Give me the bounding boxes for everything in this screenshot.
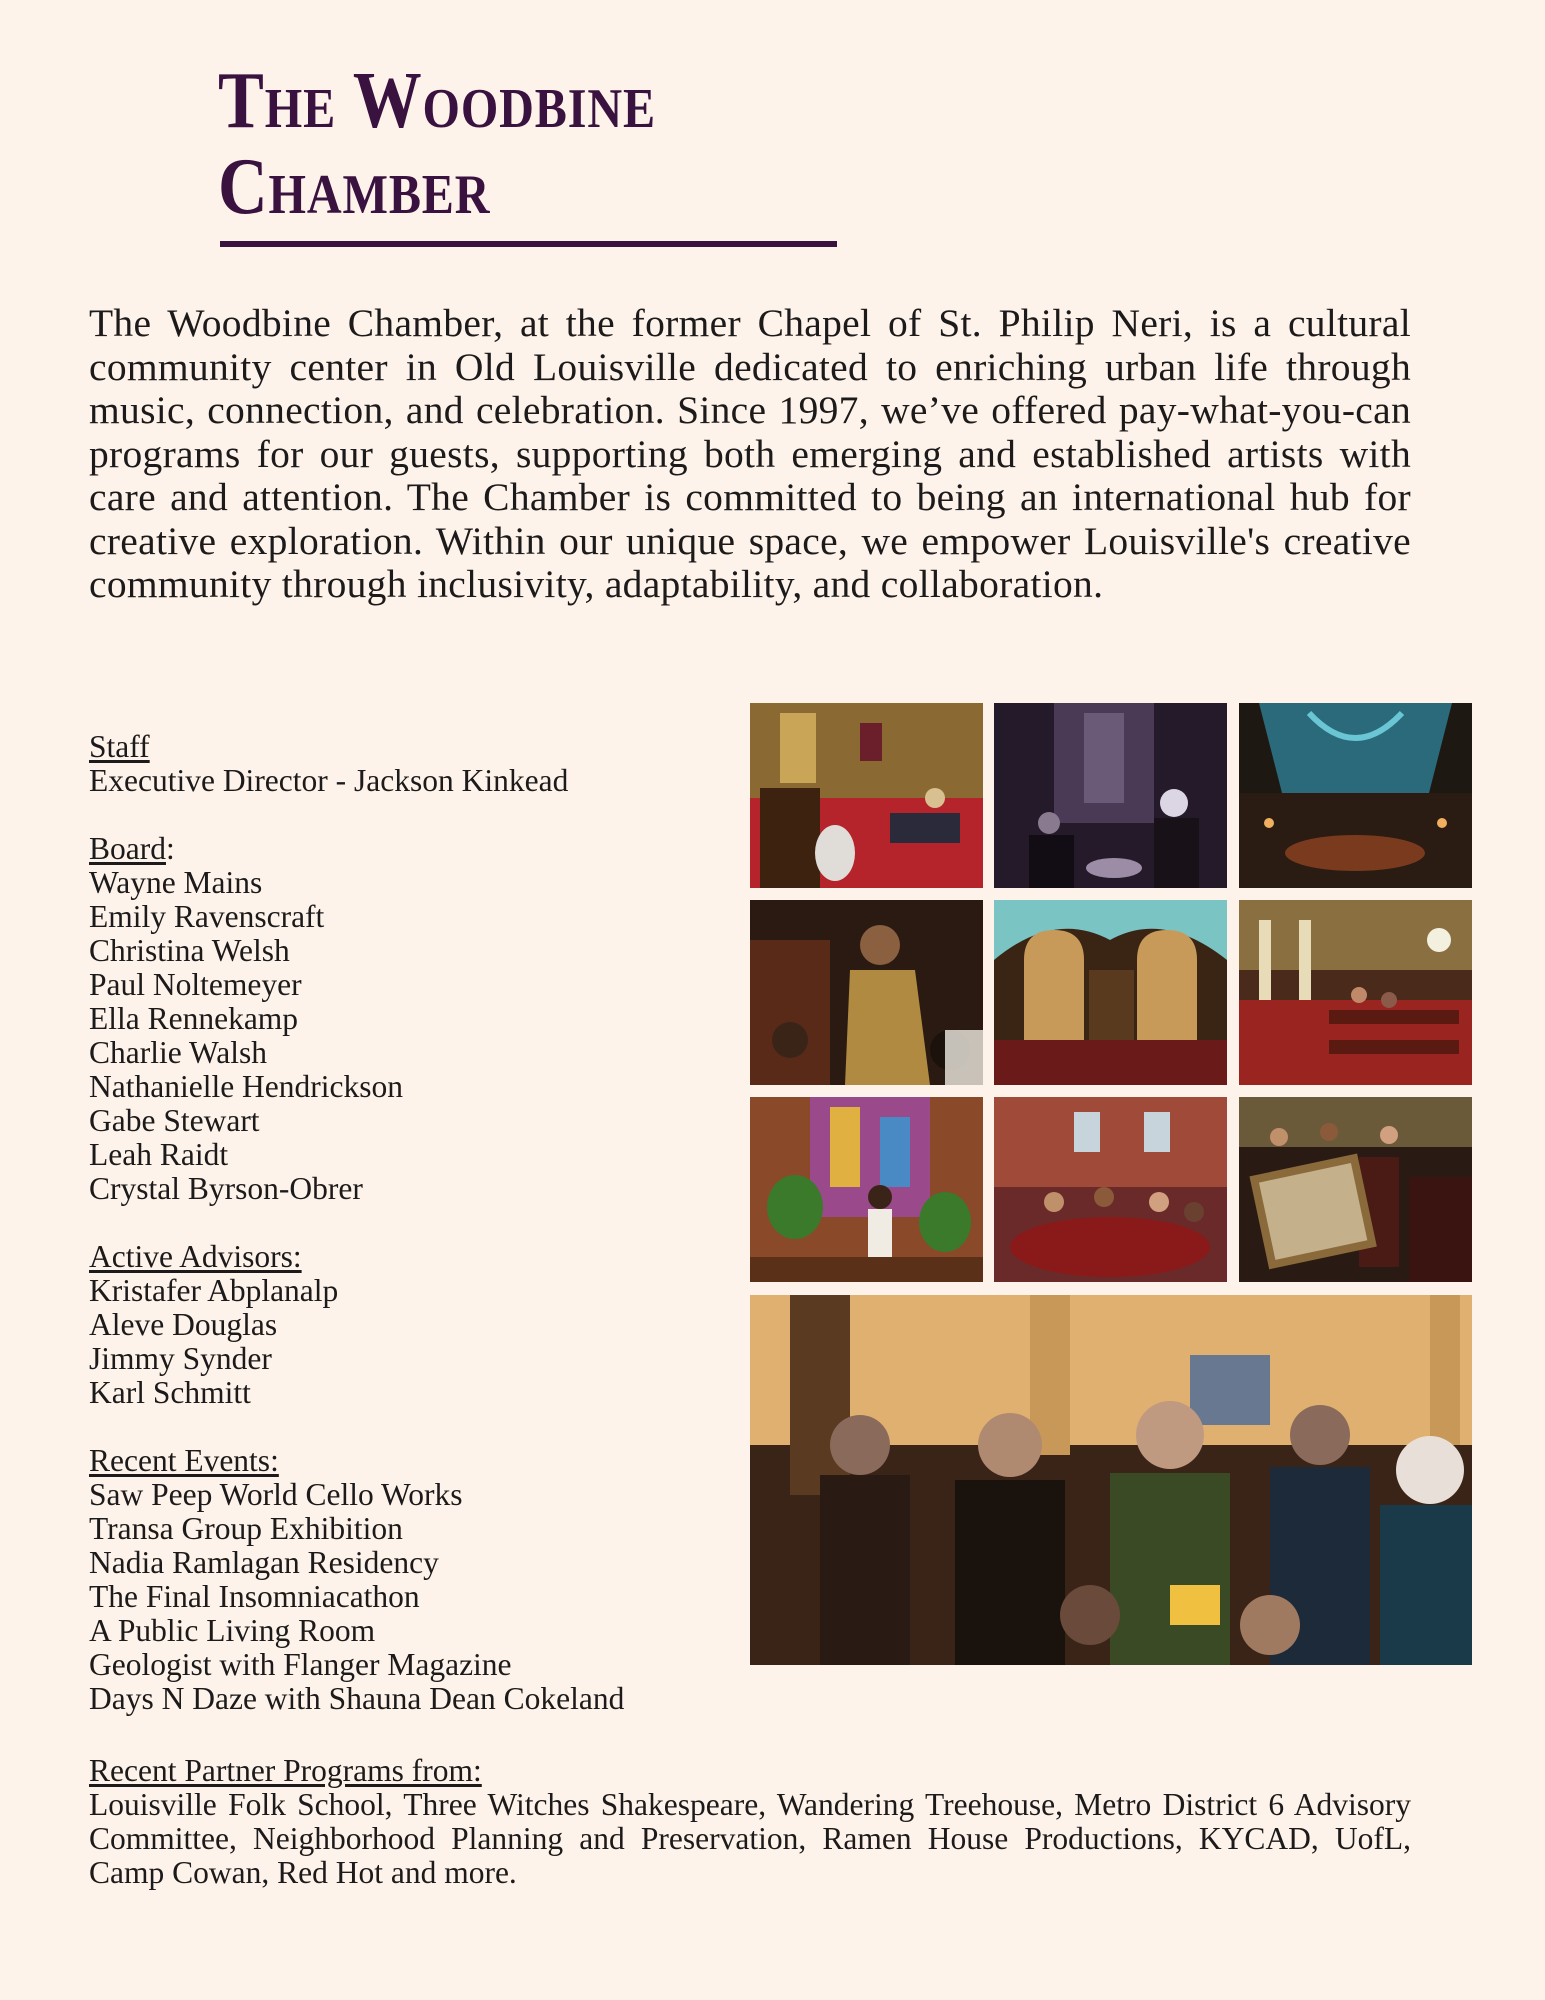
photo-exhibition-board <box>1239 1097 1472 1282</box>
board-member: Gabe Stewart <box>89 1103 260 1138</box>
event-item: The Final Insomniacathon <box>89 1579 420 1614</box>
page-title <box>218 58 656 230</box>
board-member: Crystal Byrson-Obrer <box>89 1171 363 1206</box>
title-underline <box>220 241 837 247</box>
event-item: Transa Group Exhibition <box>89 1511 403 1546</box>
event-item: Saw Peep World Cello Works <box>89 1477 463 1512</box>
event-item: Nadia Ramlagan Residency <box>89 1545 439 1580</box>
board-member: Nathanielle Hendrickson <box>89 1069 404 1104</box>
photo-large-audience <box>750 1295 1472 1665</box>
events-heading: Recent Events: <box>89 1443 279 1478</box>
photo-chapel-performance <box>750 703 983 888</box>
event-item: Days N Daze with Shauna Dean Cokeland <box>89 1681 625 1716</box>
photo-living-room-gathering <box>994 1097 1227 1282</box>
advisor: Jimmy Synder <box>89 1341 272 1376</box>
photo-art-installation <box>750 1097 983 1282</box>
title-line-2: Chamber <box>218 143 491 231</box>
board-member: Ella Rennekamp <box>89 1001 299 1036</box>
partners-text: Louisville Folk School, Three Witches Shakespeare, Wandering Treehouse, Metro District 6 Advisory Committee, Neighborhood Planning and Preservation, Ramen House Productions, KYCAD, UofL, Camp Cowan, Red Hot and more. <box>89 1787 1411 1890</box>
board-member: Christina Welsh <box>89 933 290 968</box>
advisors-section <box>89 1240 769 1410</box>
board-member: Charlie Walsh <box>89 1035 267 1070</box>
event-item: A Public Living Room <box>89 1613 376 1648</box>
photo-band-black-white <box>994 703 1227 888</box>
events-section <box>89 1444 769 1716</box>
advisors-heading: Active Advisors: <box>89 1239 302 1274</box>
photo-performer-crowd <box>750 900 983 1085</box>
board-heading-colon: : <box>165 831 175 866</box>
info-column <box>89 730 769 1750</box>
partners-section <box>89 1754 1411 1890</box>
intro-paragraph: The Woodbine Chamber, at the former Chapel of St. Philip Neri, is a cultural community center in Old Louisville dedicated to enriching urban life through music, connection, and celebration. Since 1997, we’ve offered pay-what-you-can programs for our guests, supporting both emerging and established artists with care and attention. The Chamber is committed to being an international hub for creative exploration. Within our unique space, we empower Louisville's creative community through inclusivity, adaptability, and collaboration. <box>89 301 1411 606</box>
board-member: Emily Ravenscraft <box>89 899 325 934</box>
staff-heading: Staff <box>89 729 150 764</box>
board-member: Wayne Mains <box>89 865 263 900</box>
title-line-1: The Woodbine <box>218 57 657 145</box>
photo-pews-audience <box>1239 900 1472 1085</box>
photo-blue-ceiling <box>1239 703 1472 888</box>
event-item: Geologist with Flanger Magazine <box>89 1647 512 1682</box>
board-member: Paul Noltemeyer <box>89 967 302 1002</box>
photo-chapel-interior <box>994 900 1227 1085</box>
advisor: Karl Schmitt <box>89 1375 251 1410</box>
board-section <box>89 832 769 1206</box>
partners-heading: Recent Partner Programs from: <box>89 1753 482 1788</box>
board-heading: Board <box>89 831 166 866</box>
board-member: Leah Raidt <box>89 1137 229 1172</box>
advisor: Aleve Douglas <box>89 1307 278 1342</box>
advisor: Kristafer Abplanalp <box>89 1273 339 1308</box>
staff-member: Executive Director - Jackson Kinkead <box>89 763 569 798</box>
staff-section <box>89 730 769 798</box>
